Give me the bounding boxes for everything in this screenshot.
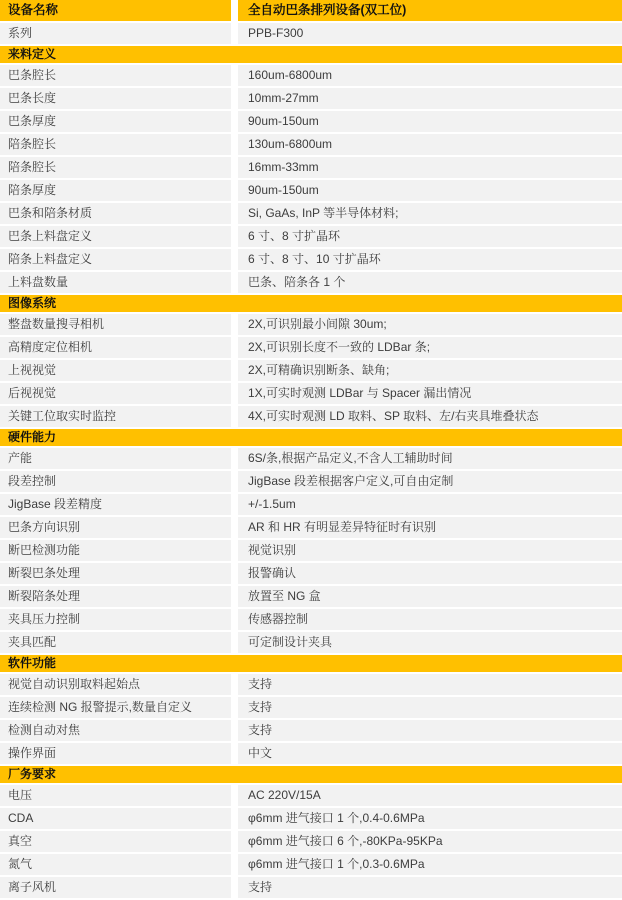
spec-row: [0, 383, 622, 404]
spec-label-cell: JigBase 段差精度: [0, 494, 231, 515]
spec-row: [0, 448, 622, 469]
spec-value-cell: AC 220V/15A: [238, 785, 622, 806]
spec-row: [0, 111, 622, 132]
spec-value-cell: 2X,可识别长度不一致的 LDBar 条;: [238, 337, 622, 358]
spec-row: [0, 609, 622, 630]
spec-label-cell: CDA: [0, 808, 231, 829]
spec-value-cell: +/-1.5um: [238, 494, 622, 515]
spec-value-cell: 130um-6800um: [238, 134, 622, 155]
section-header-row: [0, 766, 622, 783]
spec-value-cell: 6 寸、8 寸、10 寸扩晶环: [238, 249, 622, 270]
spec-row: [0, 586, 622, 607]
spec-value-cell: 6S/条,根据产品定义,不含人工辅助时间: [238, 448, 622, 469]
spec-row: [0, 854, 622, 875]
spec-label-cell: 产能: [0, 448, 231, 469]
spec-label-cell: 系列: [0, 23, 231, 44]
section-header-row: [0, 655, 622, 672]
spec-label-cell: 后视视觉: [0, 383, 231, 404]
spec-row: [0, 134, 622, 155]
spec-value-cell: 巴条、陪条各 1 个: [238, 272, 622, 293]
spec-row: [0, 360, 622, 381]
spec-value-cell: 可定制设计夹具: [238, 632, 622, 653]
section-header-row: [0, 295, 622, 312]
spec-value-cell: 支持: [238, 674, 622, 695]
spec-label-cell: 离子风机: [0, 877, 231, 898]
spec-row: [0, 831, 622, 852]
spec-label-cell: 高精度定位相机: [0, 337, 231, 358]
spec-value-cell: 支持: [238, 697, 622, 718]
spec-value-cell: 报警确认: [238, 563, 622, 584]
spec-label-cell: 上料盘数量: [0, 272, 231, 293]
spec-value-cell: 4X,可实时观测 LD 取料、SP 取料、左/右夹具堆叠状态: [238, 406, 622, 427]
spec-row: [0, 337, 622, 358]
spec-value-cell: φ6mm 进气接口 6 个,-80KPa-95KPa: [238, 831, 622, 852]
spec-value-cell: 支持: [238, 877, 622, 898]
section-header-row: [0, 46, 622, 63]
spec-value-cell: 1X,可实时观测 LDBar 与 Spacer 漏出情况: [238, 383, 622, 404]
spec-row: [0, 157, 622, 178]
spec-label-cell: 关键工位取实时监控: [0, 406, 231, 427]
spec-value-cell: 2X,可精确识别断条、缺角;: [238, 360, 622, 381]
spec-row: [0, 203, 622, 224]
spec-value-cell: 放置至 NG 盒: [238, 586, 622, 607]
device-name-value-cell: 全自动巴条排列设备(双工位): [238, 0, 622, 21]
spec-label-cell: 整盘数量搜寻相机: [0, 314, 231, 335]
spec-label-cell: 夹具匹配: [0, 632, 231, 653]
spec-label-cell: 真空: [0, 831, 231, 852]
section-header-row: [0, 429, 622, 446]
spec-label-cell: 巴条厚度: [0, 111, 231, 132]
spec-value-cell: 6 寸、8 寸扩晶环: [238, 226, 622, 247]
spec-row: [0, 226, 622, 247]
spec-value-cell: φ6mm 进气接口 1 个,0.4-0.6MPa: [238, 808, 622, 829]
spec-value-cell: 16mm-33mm: [238, 157, 622, 178]
spec-value-cell: JigBase 段差根据客户定义,可自由定制: [238, 471, 622, 492]
spec-row: [0, 743, 622, 764]
spec-row: [0, 877, 622, 898]
spec-row: [0, 471, 622, 492]
spec-label-cell: 巴条和陪条材质: [0, 203, 231, 224]
spec-value-cell: 支持: [238, 720, 622, 741]
spec-label-cell: 段差控制: [0, 471, 231, 492]
spec-label-cell: 检测自动对焦: [0, 720, 231, 741]
spec-label-cell: 断裂巴条处理: [0, 563, 231, 584]
spec-label-cell: 断裂陪条处理: [0, 586, 231, 607]
spec-label-cell: 陪条上料盘定义: [0, 249, 231, 270]
spec-value-cell: 10mm-27mm: [238, 88, 622, 109]
spec-value-cell: 视觉识别: [238, 540, 622, 561]
spec-row: [0, 785, 622, 806]
table-header-row: [0, 0, 622, 21]
spec-row: [0, 540, 622, 561]
spec-label-cell: 上视视觉: [0, 360, 231, 381]
spec-label-cell: 巴条腔长: [0, 65, 231, 86]
spec-label-cell: 巴条方向识别: [0, 517, 231, 538]
device-name-header-cell: 设备名称: [0, 0, 231, 21]
spec-row: [0, 272, 622, 293]
spec-label-cell: 陪条腔长: [0, 134, 231, 155]
spec-label-cell: 电压: [0, 785, 231, 806]
spec-row: [0, 720, 622, 741]
spec-value-cell: 中文: [238, 743, 622, 764]
spec-label-cell: 操作界面: [0, 743, 231, 764]
spec-row: [0, 180, 622, 201]
spec-value-cell: 2X,可识别最小间隙 30um;: [238, 314, 622, 335]
spec-row: [0, 406, 622, 427]
section-title: 厂务要求: [8, 767, 57, 781]
section-title: 硬件能力: [8, 430, 57, 444]
spec-value-cell: 传感器控制: [238, 609, 622, 630]
section-title: 软件功能: [8, 656, 57, 670]
section-title: 图像系统: [8, 296, 57, 310]
spec-value-cell: Si, GaAs, InP 等半导体材料;: [238, 203, 622, 224]
spec-row: [0, 23, 622, 44]
spec-label-cell: 氮气: [0, 854, 231, 875]
spec-label-cell: 视觉自动识别取料起始点: [0, 674, 231, 695]
spec-label-cell: 陪条腔长: [0, 157, 231, 178]
spec-row: [0, 65, 622, 86]
spec-label-cell: 陪条厚度: [0, 180, 231, 201]
spec-value-cell: PPB-F300: [238, 23, 622, 44]
spec-row: [0, 697, 622, 718]
spec-label-cell: 夹具压力控制: [0, 609, 231, 630]
spec-row: [0, 494, 622, 515]
spec-row: [0, 808, 622, 829]
spec-row: [0, 632, 622, 653]
spec-label-cell: 巴条长度: [0, 88, 231, 109]
spec-row: [0, 249, 622, 270]
spec-row: [0, 563, 622, 584]
spec-value-cell: 90um-150um: [238, 180, 622, 201]
spec-label-cell: 连续检测 NG 报警提示,数量自定义: [0, 697, 231, 718]
spec-label-cell: 巴条上料盘定义: [0, 226, 231, 247]
spec-value-cell: 90um-150um: [238, 111, 622, 132]
spec-row: [0, 314, 622, 335]
spec-value-cell: AR 和 HR 有明显差异特征时有识别: [238, 517, 622, 538]
spec-row: [0, 517, 622, 538]
spec-label-cell: 断巴检测功能: [0, 540, 231, 561]
spec-row: [0, 674, 622, 695]
section-title: 来料定义: [8, 47, 57, 61]
spec-row: [0, 88, 622, 109]
spec-value-cell: 160um-6800um: [238, 65, 622, 86]
spec-value-cell: φ6mm 进气接口 1 个,0.3-0.6MPa: [238, 854, 622, 875]
